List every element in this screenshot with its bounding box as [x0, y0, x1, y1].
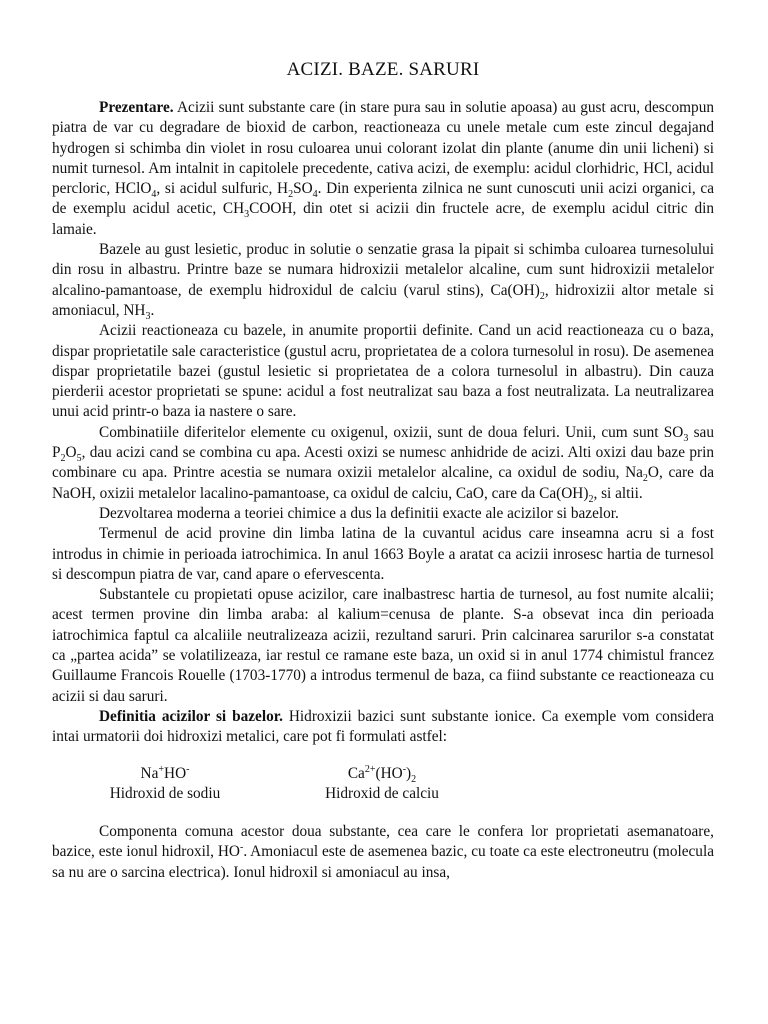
subscript: 4 — [312, 189, 318, 201]
formula-sodium-hydroxide — [85, 764, 245, 805]
subscript: 5 — [76, 453, 82, 465]
formula — [317, 764, 447, 784]
text-run: sau P — [52, 423, 714, 462]
text-run: SO — [293, 180, 313, 198]
paragraph-prezentare — [52, 98, 714, 240]
text-run: , si acidul sulfuric, H — [156, 180, 289, 198]
formula-part: HO — [164, 764, 187, 782]
formula-caption: Hidroxid de sodiu — [109, 784, 221, 802]
paragraph-lead: Prezentare. — [99, 99, 174, 116]
subscript: 2 — [60, 453, 66, 465]
paragraph-alcalii: Substantele cu propietati opuse acizilor, care inalbastresc hartia de turnesol, au fost numite alcalii; acest termen provine din limba araba: al kalium=cenusa de plante. S-a obsevat inca din perioada iatrochimica faptul ca alcaliile neutralizeaza acizii, rezultand saruri. Prin calcinarea sarurilor s-a constatat ca „partea acida” se volatilizeaza, iar restul ce ramane este baza, un oxid si in anul 1774 chimistul francez Guillaume Francois Rouelle (1703-1770) a introdus termenul de baza, ca fiind substante ce reactioneaza cu acizii si dau saruri. — [52, 586, 714, 705]
subscript: 4 — [151, 189, 157, 201]
text-run: Componenta comuna acestor doua substante, cea care le confera lor proprietati asemanatoare, bazice, este ionul hidroxil, HO — [52, 823, 714, 861]
formula-block — [52, 764, 714, 805]
text-run: , hidroxizii altor metale si amoniacul, NH — [52, 281, 714, 319]
formula-caption: Hidroxid de calciu — [325, 784, 439, 802]
superscript: - — [239, 842, 244, 854]
subscript: 2 — [411, 773, 417, 785]
document-page — [52, 58, 714, 883]
formula-part: ) — [406, 764, 412, 782]
text-run: O, care da NaOH, oxizii metalelor lacalino-pamantoase, ca oxidul de calciu, CaO, care da Ca(OH) — [52, 464, 714, 502]
superscript: 2+ — [364, 763, 376, 775]
text-run: . — [150, 301, 155, 319]
superscript: + — [158, 763, 165, 775]
superscript: - — [402, 763, 407, 775]
paragraph-lead: Definitia acizilor si bazelor. — [99, 707, 283, 725]
formula — [85, 764, 245, 784]
text-run: , dau acizi cand se combina cu apa. Acesti oxizi se numesc anhidride de acizi. Alti oxizi dau baze prin combinare cu apa. Printre acestia se numara oxizii metalelor alcaline, ca oxidul de sodiu, Na — [52, 444, 714, 482]
text-run: Acizii sunt substante care (in stare pura sau in solutie apoasa) au gust acru, descompun piatra de var cu degradare de bioxid de carbon, reactioneaza cu unele metale cum este zincul degajand hydrogen si schimba din violet in rosu culoarea unui colorant izolat din plante (anume din unii licheni) si numit turnesol. Am intalnit in capitolele precedente, cativa acizi, de exemplu: acidul clorhidric, HCl, acidul percloric, HClO — [52, 99, 714, 198]
text-run: Combinatiile diferitelor elemente cu oxigenul, oxizii, sunt de doua feluri. Unii, cum sunt SO — [99, 423, 684, 441]
subscript: 2 — [642, 473, 648, 485]
paragraph-oxizi — [52, 423, 714, 504]
text-run: . Din experienta zilnica ne sunt cunoscuti unii acizi organici, ca de exemplu acidul acetic, CH — [52, 180, 714, 218]
subscript: 2 — [588, 493, 594, 505]
formula-part: Na — [140, 764, 159, 782]
text-run: . Amoniacul este de asemenea bazic, cu toate ca este electroneutru (molecula sa nu are o sarcina electrica). Ionul hidroxil si amoniacul au insa, — [52, 843, 714, 881]
paragraph-termen-acid: Termenul de acid provine din limba latina de la cuvantul acidus care inseamna acru si a fost introdus in chimie in perioada iatrochimica. In anul 1663 Boyle a aratat ca acizii inrosesc hartia de turnesol si descompun piatra de var, cand apare o efervescenta. — [52, 525, 714, 583]
formula-calcium-hydroxide — [317, 764, 447, 805]
subscript: 2 — [288, 189, 294, 201]
subscript: 3 — [244, 209, 250, 221]
text-run: O — [65, 444, 77, 462]
paragraph-neutralizare: Acizii reactioneaza cu bazele, in anumite proportii definite. Cand un acid reactioneaza cu o baza, dispar proprietatile sale caracteristice (gustul acru, proprietatea de a colora turnesolul in rosu). De asemenea dispar proprietatile bazei (gustul lesietic si proprietatea de a colora turnesolul in albastru). Din cauza pierderii acestor proprietati se spune: acidul a fost neutralizat sau baza a fost neutralizata. La neutralizarea unui acid printr-o baza ia nastere o sare. — [52, 322, 714, 421]
text-run: , si altii. — [593, 484, 643, 502]
paragraph-ion-hidroxil — [52, 822, 714, 883]
subscript: 2 — [539, 290, 545, 302]
text-run: Hidroxizii bazici sunt substante ionice. Ca exemple vom considera intai urmatorii doi hidroxizi metalici, care pot fi formulati astfel: — [52, 707, 714, 746]
formula-part: (HO — [375, 764, 403, 782]
superscript: - — [186, 763, 190, 775]
text-run: Bazele au gust lesietic, produc in solutie o senzatie grasa la pipait si schimba culoarea turnesolului din rosu in albastru. Printre baze se numara hidroxizii metalelor alcaline, cum sunt hidroxizii metalelor alcalino-pamantoase, de exemplu hidroxidul de calciu (varul stins), Ca(OH) — [52, 241, 714, 299]
paragraph-dezvoltare: Dezvoltarea moderna a teoriei chimice a dus la definitii exacte ale acizilor si bazelor. — [99, 504, 619, 522]
subscript: 3 — [683, 432, 689, 444]
subscript: 3 — [145, 311, 151, 323]
text-run: COOH, din otet si acizii din fructele acre, de exemplu acidul citric din lamaie. — [52, 200, 714, 238]
paragraph-baze — [52, 240, 714, 321]
page-title: ACIZI. BAZE. SARURI — [286, 59, 480, 80]
paragraph-definitie — [52, 707, 714, 748]
formula-part: Ca — [347, 764, 365, 782]
